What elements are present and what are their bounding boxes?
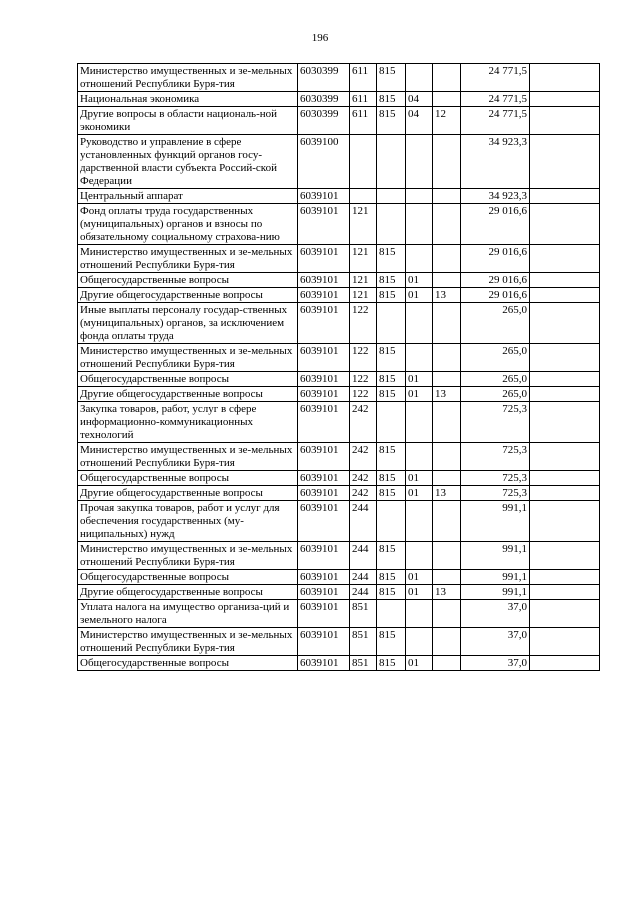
target-code-cell: 6039101 — [298, 628, 350, 656]
amount-cell: 265,0 — [461, 344, 530, 372]
expense-type-cell: 242 — [350, 402, 377, 443]
amount-cell: 725,3 — [461, 471, 530, 486]
expense-type-cell: 611 — [350, 92, 377, 107]
page-number: 196 — [311, 32, 329, 44]
table-row — [78, 273, 600, 288]
row-name-cell: Другие общегосударственные вопросы — [78, 288, 298, 303]
amount-cell: 24 771,5 — [461, 107, 530, 135]
table-row — [78, 135, 600, 189]
target-code-cell: 6039101 — [298, 273, 350, 288]
ministry-code-cell — [377, 501, 406, 542]
ministry-code-cell: 815 — [377, 288, 406, 303]
amount-cell: 991,1 — [461, 585, 530, 600]
row-name-cell: Общегосударственные вопросы — [78, 471, 298, 486]
expense-type-cell: 611 — [350, 107, 377, 135]
row-name-cell: Прочая закупка товаров, работ и услуг для обеспечения государственных (му-ниципальных) нужд — [78, 501, 298, 542]
target-code-cell: 6039101 — [298, 387, 350, 402]
extra-cell — [530, 135, 600, 189]
target-code-cell: 6039101 — [298, 656, 350, 671]
section-code-cell: 01 — [406, 486, 433, 501]
amount-cell: 265,0 — [461, 303, 530, 344]
extra-cell — [530, 303, 600, 344]
row-name-cell: Общегосударственные вопросы — [78, 273, 298, 288]
ministry-code-cell: 815 — [377, 92, 406, 107]
target-code-cell: 6039101 — [298, 344, 350, 372]
table-row — [78, 344, 600, 372]
expense-type-cell: 242 — [350, 471, 377, 486]
extra-cell — [530, 585, 600, 600]
table-row — [78, 656, 600, 671]
expense-type-cell: 121 — [350, 288, 377, 303]
amount-cell: 34 923,3 — [461, 135, 530, 189]
ministry-code-cell — [377, 189, 406, 204]
table-row — [78, 64, 600, 92]
extra-cell — [530, 443, 600, 471]
subsection-code-cell: 13 — [433, 486, 461, 501]
subsection-code-cell — [433, 303, 461, 344]
amount-cell: 265,0 — [461, 387, 530, 402]
ministry-code-cell: 815 — [377, 64, 406, 92]
section-code-cell — [406, 135, 433, 189]
ministry-code-cell: 815 — [377, 471, 406, 486]
subsection-code-cell — [433, 542, 461, 570]
amount-cell: 991,1 — [461, 542, 530, 570]
target-code-cell: 6030399 — [298, 107, 350, 135]
section-code-cell: 01 — [406, 288, 433, 303]
expense-type-cell: 611 — [350, 64, 377, 92]
amount-cell: 265,0 — [461, 372, 530, 387]
subsection-code-cell — [433, 92, 461, 107]
amount-cell: 29 016,6 — [461, 288, 530, 303]
amount-cell: 37,0 — [461, 628, 530, 656]
target-code-cell: 6039101 — [298, 486, 350, 501]
row-name-cell: Министерство имущественных и зе-мельных отношений Республики Буря-тия — [78, 628, 298, 656]
extra-cell — [530, 189, 600, 204]
ministry-code-cell — [377, 135, 406, 189]
section-code-cell: 04 — [406, 107, 433, 135]
subsection-code-cell — [433, 501, 461, 542]
row-name-cell: Министерство имущественных и зе-мельных отношений Республики Буря-тия — [78, 443, 298, 471]
section-code-cell — [406, 189, 433, 204]
subsection-code-cell — [433, 443, 461, 471]
extra-cell — [530, 344, 600, 372]
section-code-cell: 01 — [406, 570, 433, 585]
subsection-code-cell — [433, 189, 461, 204]
extra-cell — [530, 628, 600, 656]
table-row — [78, 542, 600, 570]
row-name-cell: Другие общегосударственные вопросы — [78, 387, 298, 402]
extra-cell — [530, 245, 600, 273]
table-row — [78, 570, 600, 585]
ministry-code-cell — [377, 204, 406, 245]
target-code-cell: 6039101 — [298, 600, 350, 628]
extra-cell — [530, 92, 600, 107]
target-code-cell: 6039101 — [298, 585, 350, 600]
expense-type-cell — [350, 135, 377, 189]
target-code-cell: 6039101 — [298, 501, 350, 542]
ministry-code-cell: 815 — [377, 656, 406, 671]
section-code-cell — [406, 628, 433, 656]
target-code-cell: 6039100 — [298, 135, 350, 189]
extra-cell — [530, 402, 600, 443]
expense-type-cell: 244 — [350, 501, 377, 542]
row-name-cell: Министерство имущественных и зе-мельных отношений Республики Буря-тия — [78, 542, 298, 570]
extra-cell — [530, 107, 600, 135]
extra-cell — [530, 542, 600, 570]
target-code-cell: 6039101 — [298, 372, 350, 387]
section-code-cell — [406, 443, 433, 471]
extra-cell — [530, 204, 600, 245]
section-code-cell — [406, 402, 433, 443]
target-code-cell: 6039101 — [298, 570, 350, 585]
section-code-cell — [406, 542, 433, 570]
section-code-cell: 04 — [406, 92, 433, 107]
extra-cell — [530, 64, 600, 92]
expense-type-cell: 122 — [350, 303, 377, 344]
amount-cell: 725,3 — [461, 443, 530, 471]
table-row — [78, 501, 600, 542]
subsection-code-cell — [433, 402, 461, 443]
row-name-cell: Другие вопросы в области националь-ной экономики — [78, 107, 298, 135]
target-code-cell: 6039101 — [298, 542, 350, 570]
subsection-code-cell — [433, 204, 461, 245]
section-code-cell — [406, 204, 433, 245]
table-row — [78, 628, 600, 656]
expense-type-cell: 244 — [350, 542, 377, 570]
section-code-cell: 01 — [406, 471, 433, 486]
section-code-cell — [406, 303, 433, 344]
table-row — [78, 387, 600, 402]
row-name-cell: Национальная экономика — [78, 92, 298, 107]
amount-cell: 34 923,3 — [461, 189, 530, 204]
extra-cell — [530, 570, 600, 585]
table-row — [78, 443, 600, 471]
amount-cell: 725,3 — [461, 486, 530, 501]
ministry-code-cell: 815 — [377, 344, 406, 372]
target-code-cell: 6039101 — [298, 303, 350, 344]
row-name-cell: Министерство имущественных и зе-мельных отношений Республики Буря-тия — [78, 245, 298, 273]
extra-cell — [530, 372, 600, 387]
subsection-code-cell — [433, 273, 461, 288]
ministry-code-cell: 815 — [377, 245, 406, 273]
ministry-code-cell: 815 — [377, 387, 406, 402]
subsection-code-cell — [433, 628, 461, 656]
table-row — [78, 245, 600, 273]
expense-type-cell: 244 — [350, 570, 377, 585]
table-row — [78, 303, 600, 344]
subsection-code-cell — [433, 64, 461, 92]
expense-type-cell: 242 — [350, 486, 377, 501]
section-code-cell: 01 — [406, 372, 433, 387]
target-code-cell: 6039101 — [298, 189, 350, 204]
expense-type-cell: 122 — [350, 344, 377, 372]
ministry-code-cell: 815 — [377, 486, 406, 501]
subsection-code-cell: 12 — [433, 107, 461, 135]
section-code-cell: 01 — [406, 387, 433, 402]
table-row — [78, 471, 600, 486]
extra-cell — [530, 600, 600, 628]
row-name-cell: Министерство имущественных и зе-мельных отношений Республики Буря-тия — [78, 64, 298, 92]
expense-type-cell: 242 — [350, 443, 377, 471]
row-name-cell: Руководство и управление в сфере установленных функций органов госу-дарственной власти субъекта Россий-ской Федерации — [78, 135, 298, 189]
ministry-code-cell: 815 — [377, 372, 406, 387]
extra-cell — [530, 656, 600, 671]
section-code-cell — [406, 600, 433, 628]
target-code-cell: 6030399 — [298, 64, 350, 92]
subsection-code-cell — [433, 135, 461, 189]
ministry-code-cell — [377, 402, 406, 443]
extra-cell — [530, 471, 600, 486]
ministry-code-cell — [377, 303, 406, 344]
amount-cell: 991,1 — [461, 570, 530, 585]
ministry-code-cell: 815 — [377, 585, 406, 600]
row-name-cell: Министерство имущественных и зе-мельных отношений Республики Буря-тия — [78, 344, 298, 372]
amount-cell: 37,0 — [461, 600, 530, 628]
row-name-cell: Фонд оплаты труда государственных (муниципальных) органов и взносы по обязательному социальному страхова-нию — [78, 204, 298, 245]
row-name-cell: Общегосударственные вопросы — [78, 372, 298, 387]
amount-cell: 991,1 — [461, 501, 530, 542]
expense-type-cell: 851 — [350, 656, 377, 671]
table-row — [78, 204, 600, 245]
subsection-code-cell — [433, 656, 461, 671]
amount-cell: 29 016,6 — [461, 273, 530, 288]
table-row — [78, 92, 600, 107]
ministry-code-cell: 815 — [377, 273, 406, 288]
expense-type-cell: 121 — [350, 273, 377, 288]
target-code-cell: 6039101 — [298, 288, 350, 303]
target-code-cell: 6039101 — [298, 245, 350, 273]
extra-cell — [530, 486, 600, 501]
expense-type-cell: 121 — [350, 245, 377, 273]
table-row — [78, 288, 600, 303]
extra-cell — [530, 288, 600, 303]
section-code-cell — [406, 64, 433, 92]
subsection-code-cell — [433, 471, 461, 486]
expense-type-cell: 244 — [350, 585, 377, 600]
ministry-code-cell — [377, 600, 406, 628]
extra-cell — [530, 387, 600, 402]
section-code-cell — [406, 245, 433, 273]
amount-cell: 725,3 — [461, 402, 530, 443]
expense-type-cell: 121 — [350, 204, 377, 245]
extra-cell — [530, 501, 600, 542]
amount-cell: 37,0 — [461, 656, 530, 671]
subsection-code-cell: 13 — [433, 288, 461, 303]
ministry-code-cell: 815 — [377, 542, 406, 570]
row-name-cell: Другие общегосударственные вопросы — [78, 585, 298, 600]
subsection-code-cell — [433, 344, 461, 372]
table-body — [78, 64, 600, 671]
expense-type-cell: 122 — [350, 387, 377, 402]
subsection-code-cell — [433, 570, 461, 585]
table-row — [78, 486, 600, 501]
target-code-cell: 6030399 — [298, 92, 350, 107]
ministry-code-cell: 815 — [377, 570, 406, 585]
expense-type-cell: 851 — [350, 628, 377, 656]
table-row — [78, 372, 600, 387]
extra-cell — [530, 273, 600, 288]
row-name-cell: Закупка товаров, работ, услуг в сфере информационно-коммуникационных технологий — [78, 402, 298, 443]
ministry-code-cell: 815 — [377, 628, 406, 656]
amount-cell: 29 016,6 — [461, 245, 530, 273]
expense-type-cell: 122 — [350, 372, 377, 387]
ministry-code-cell: 815 — [377, 107, 406, 135]
target-code-cell: 6039101 — [298, 443, 350, 471]
ministry-code-cell: 815 — [377, 443, 406, 471]
section-code-cell: 01 — [406, 656, 433, 671]
subsection-code-cell — [433, 245, 461, 273]
expense-type-cell: 851 — [350, 600, 377, 628]
row-name-cell: Общегосударственные вопросы — [78, 656, 298, 671]
section-code-cell: 01 — [406, 585, 433, 600]
subsection-code-cell: 13 — [433, 387, 461, 402]
table-row — [78, 402, 600, 443]
amount-cell: 29 016,6 — [461, 204, 530, 245]
section-code-cell: 01 — [406, 273, 433, 288]
row-name-cell: Другие общегосударственные вопросы — [78, 486, 298, 501]
subsection-code-cell — [433, 372, 461, 387]
row-name-cell: Уплата налога на имущество организа-ций и земельного налога — [78, 600, 298, 628]
row-name-cell: Центральный аппарат — [78, 189, 298, 204]
subsection-code-cell — [433, 600, 461, 628]
amount-cell: 24 771,5 — [461, 64, 530, 92]
target-code-cell: 6039101 — [298, 204, 350, 245]
table-row — [78, 600, 600, 628]
target-code-cell: 6039101 — [298, 402, 350, 443]
amount-cell: 24 771,5 — [461, 92, 530, 107]
row-name-cell: Общегосударственные вопросы — [78, 570, 298, 585]
table-row — [78, 585, 600, 600]
budget-table — [77, 63, 600, 671]
table-row — [78, 189, 600, 204]
row-name-cell: Иные выплаты персоналу государ-ственных (муниципальных) органов, за исключением фонда оплаты труда — [78, 303, 298, 344]
section-code-cell — [406, 344, 433, 372]
table-row — [78, 107, 600, 135]
target-code-cell: 6039101 — [298, 471, 350, 486]
section-code-cell — [406, 501, 433, 542]
subsection-code-cell: 13 — [433, 585, 461, 600]
expense-type-cell — [350, 189, 377, 204]
